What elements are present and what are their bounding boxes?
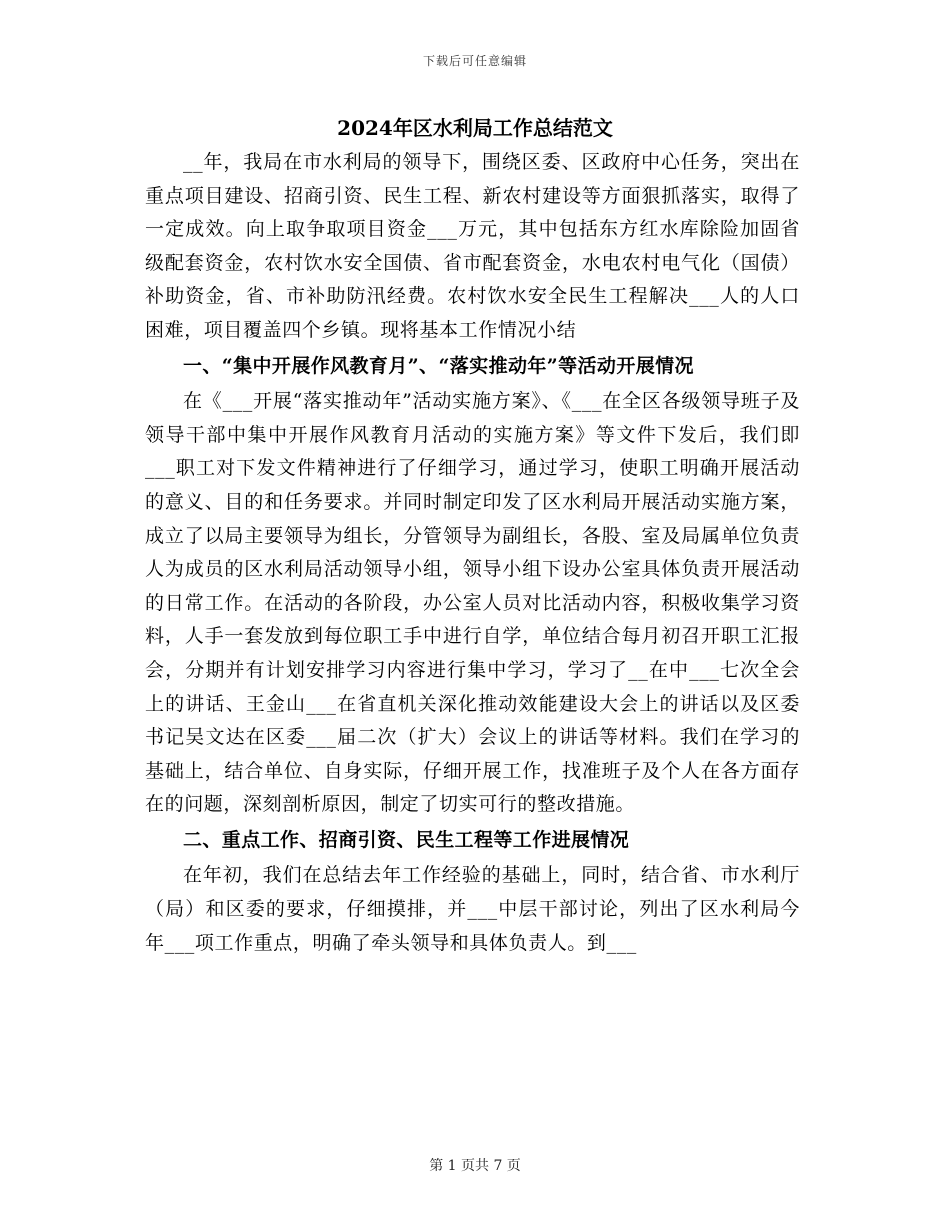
body-paragraph: __年，我局在市水利局的领导下，围绕区委、区政府中心任务，突出在重点项目建设、招商引资、民生工程、新农村建设等方面狠抓落实，取得了一定成效。向上取争取项目资金___万元，其中包括东方红水库除险加固省级配套资金，农村饮水安全国债、省市配套资金，水电农村电气化（国债）补助资金，省、市补助防汛经费。农村饮水安全民生工程解决___人的人口困难，项目覆盖四个乡镇。现将基本工作情况小结 — [145, 151, 800, 341]
document-title: 2024年区水利局工作总结范文 — [337, 116, 613, 140]
page-number-footer: 第 1 页共 7 页 — [429, 1158, 521, 1174]
body-paragraph: 在《___开展“落实推动年”活动实施方案》、《___在全区各级领导班子及领导干部中集中开展作风教育月活动的实施方案》等文件下发后，我们即___职工对下发文件精神进行了仔细学习，通过学习，使职工明确开展活动的意义、目的和任务要求。并同时制定印发了区水利局开展活动实施方案，成立了以局主要领导为组长，分管领导为副组长，各股、室及局属单位负责人为成员的区水利局活动领导小组，领导小组下设办公室具体负责开展活动的日常工作。在活动的各阶段，办公室人员对比活动内容，积极收集学习资料，人手一套发放到每位职工手中进行自学，单位结合每月初召开职工汇报会，分期并有计划安排学习内容进行集中学习，学习了__在中___七次全会上的讲话、王金山___在省直机关深化推动效能建设大会上的讲话以及区委书记吴文达在区委___届二次（扩大）会议上的讲话等材料。我们在学习的基础上，结合单位、自身实际，仔细开展工作，找准班子及个人在各方面存在的问题，深刻剖析原因，制定了切实可行的整改措施。 — [145, 390, 800, 816]
document-body — [145, 146, 800, 960]
body-paragraph: 在年初，我们在总结去年工作经验的基础上，同时，结合省、市水利厅（局）和区委的要求，仔细摸排，并___中层干部讨论，列出了区水利局今年___项工作重点，明确了牵头领导和具体负责人。到___ — [145, 864, 800, 954]
section-heading: 二、重点工作、招商引资、民生工程等工作进展情况 — [183, 828, 630, 851]
page-header-note: 下载后可任意编辑 — [422, 54, 527, 68]
section-heading: 一、“集中开展作风教育月”、“落实推动年”等活动开展情况 — [183, 354, 694, 377]
